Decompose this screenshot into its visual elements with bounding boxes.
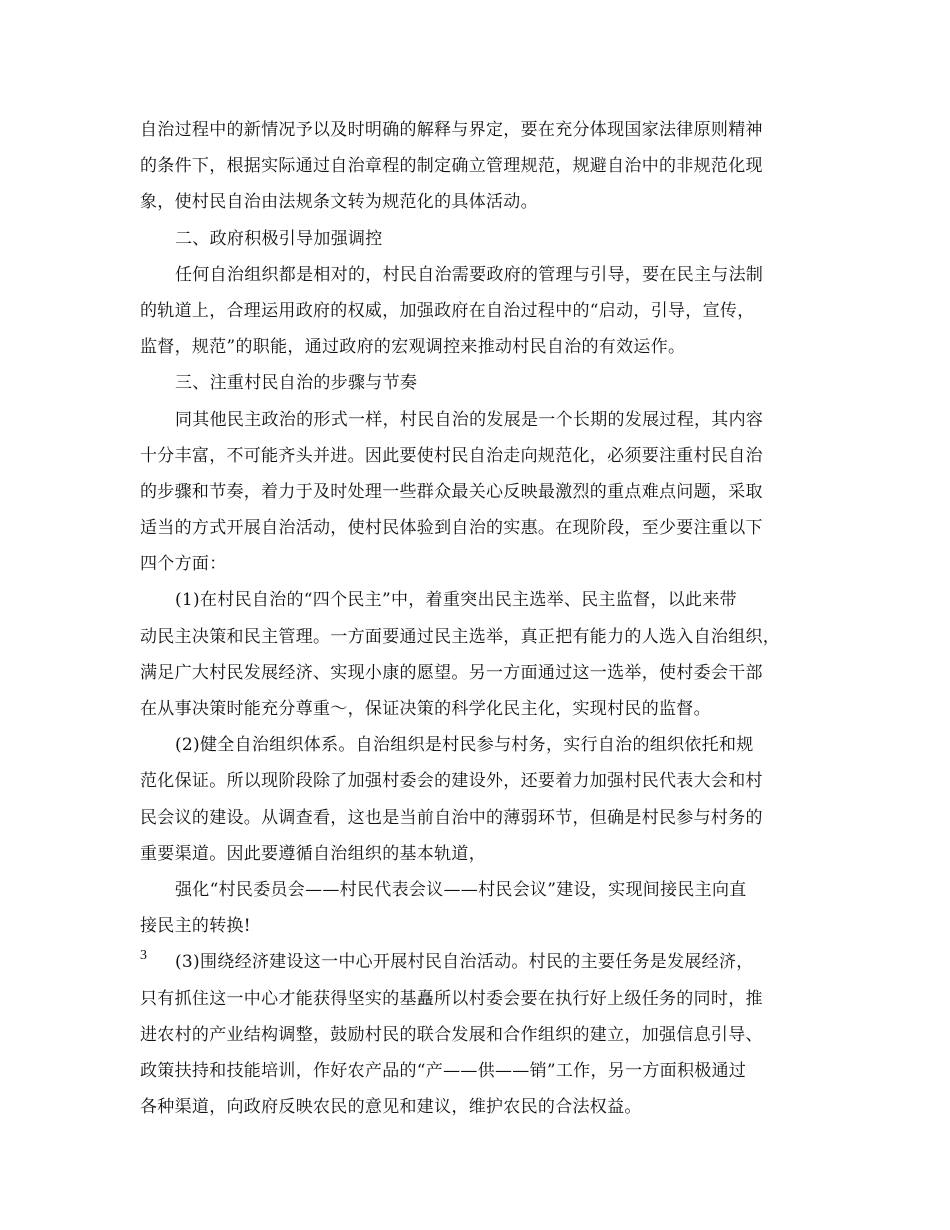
text-line: 十分丰富，不可能齐头并进。因此要使村民自治走向规范化，必须要注重村民自治 (140, 445, 763, 466)
text-line: 范化保证。所以现阶段除了加强村委会的建设外，还要着力加强村民代表大会和村 (140, 771, 763, 792)
text-line: 自治过程中的新情况予以及时明确的解释与界定，要在充分体现国家法律原则精神 (140, 120, 763, 140)
text-line: 象，使村民自治由法规条文转为规范化的具体活动。 (140, 192, 538, 213)
text-line: 政策扶持和技能培训，作好农产品的“产——供——销”工作，另一方面积极通过 (140, 1060, 747, 1081)
section-heading-3: 三、注重村民自治的步骤与节奏 (175, 373, 418, 394)
text-line: 重要渠道。因此要遵循自治组织的基本轨道， (140, 843, 486, 864)
body-text (140, 112, 810, 1125)
text-line: 民会议的建设。从调查看，这也是当前自治中的薄弱环节，但确是村民参与村务的 (140, 807, 763, 828)
list-item-2: (2)健全自治组织体系。自治组织是村民参与村务，实行自治的组织依托和规 (175, 735, 754, 756)
text-line: 动民主决策和民主管理。一方面要通过民主选举，真正把有能力的人选入自治组织， (140, 626, 781, 647)
text-line: 的条件下，根据实际通过自治章程的制定确立管理规范，规避自治中的非规范化现 (140, 156, 763, 177)
page-number: 3 (140, 948, 147, 963)
text-line: 的轨道上，合理运用政府的权威，加强政府在自治过程中的“启动，引导，宣传， (140, 300, 755, 321)
text-line: 适当的方式开展自治活动，使村民体验到自治的实惠。在现阶段，至少要注重以下 (140, 518, 763, 539)
text-line: 只有抓住这一中心才能获得坚实的基矗所以村委会要在执行好上级任务的同时，推 (140, 988, 763, 1009)
text-line: 监督，规范”的职能，通过政府的宏观调控来推动村民自治的有效运作。 (140, 337, 686, 358)
text-line: 同其他民主政治的形式一样，村民自治的发展是一个长期的发展过程，其内容 (175, 409, 764, 430)
list-item-1: (1)在村民自治的“四个民主”中，着重突出民主选举、民主监督，以此来带 (175, 590, 737, 611)
text-line: 满足广大村民发展经济、实现小康的愿望。另一方面通过这一选举，使村委会干部 (140, 662, 763, 683)
text-line: 进农村的产业结构调整，鼓励村民的联合发展和合作组织的建立，加强信息引导、 (140, 1024, 763, 1045)
text-line: 接民主的转换! (140, 916, 251, 937)
text-line: 四个方面： (140, 554, 227, 575)
text-line: 任何自治组织都是相对的，村民自治需要政府的管理与引导，要在民主与法制 (175, 264, 764, 285)
section-heading-2: 二、政府积极引导加强调控 (175, 228, 383, 249)
text-line: 在从事决策时能充分尊重～，保证决策的科学化民主化，实现村民的监督。 (140, 699, 711, 719)
text-line: 各种渠道，向政府反映农民的意见和建议，维护农民的合法权益。 (140, 1097, 642, 1118)
list-item-3: (3)围绕经济建设这一中心开展村民自治活动。村民的主要任务是发展经济， (175, 952, 754, 973)
text-line: 的步骤和节奏，着力于及时处理一些群众最关心反映最激烈的重点难点问题，采取 (140, 481, 763, 502)
text-line: 强化“村民委员会——村民代表会议——村民会议”建设，实现间接民主向直 (175, 879, 747, 900)
